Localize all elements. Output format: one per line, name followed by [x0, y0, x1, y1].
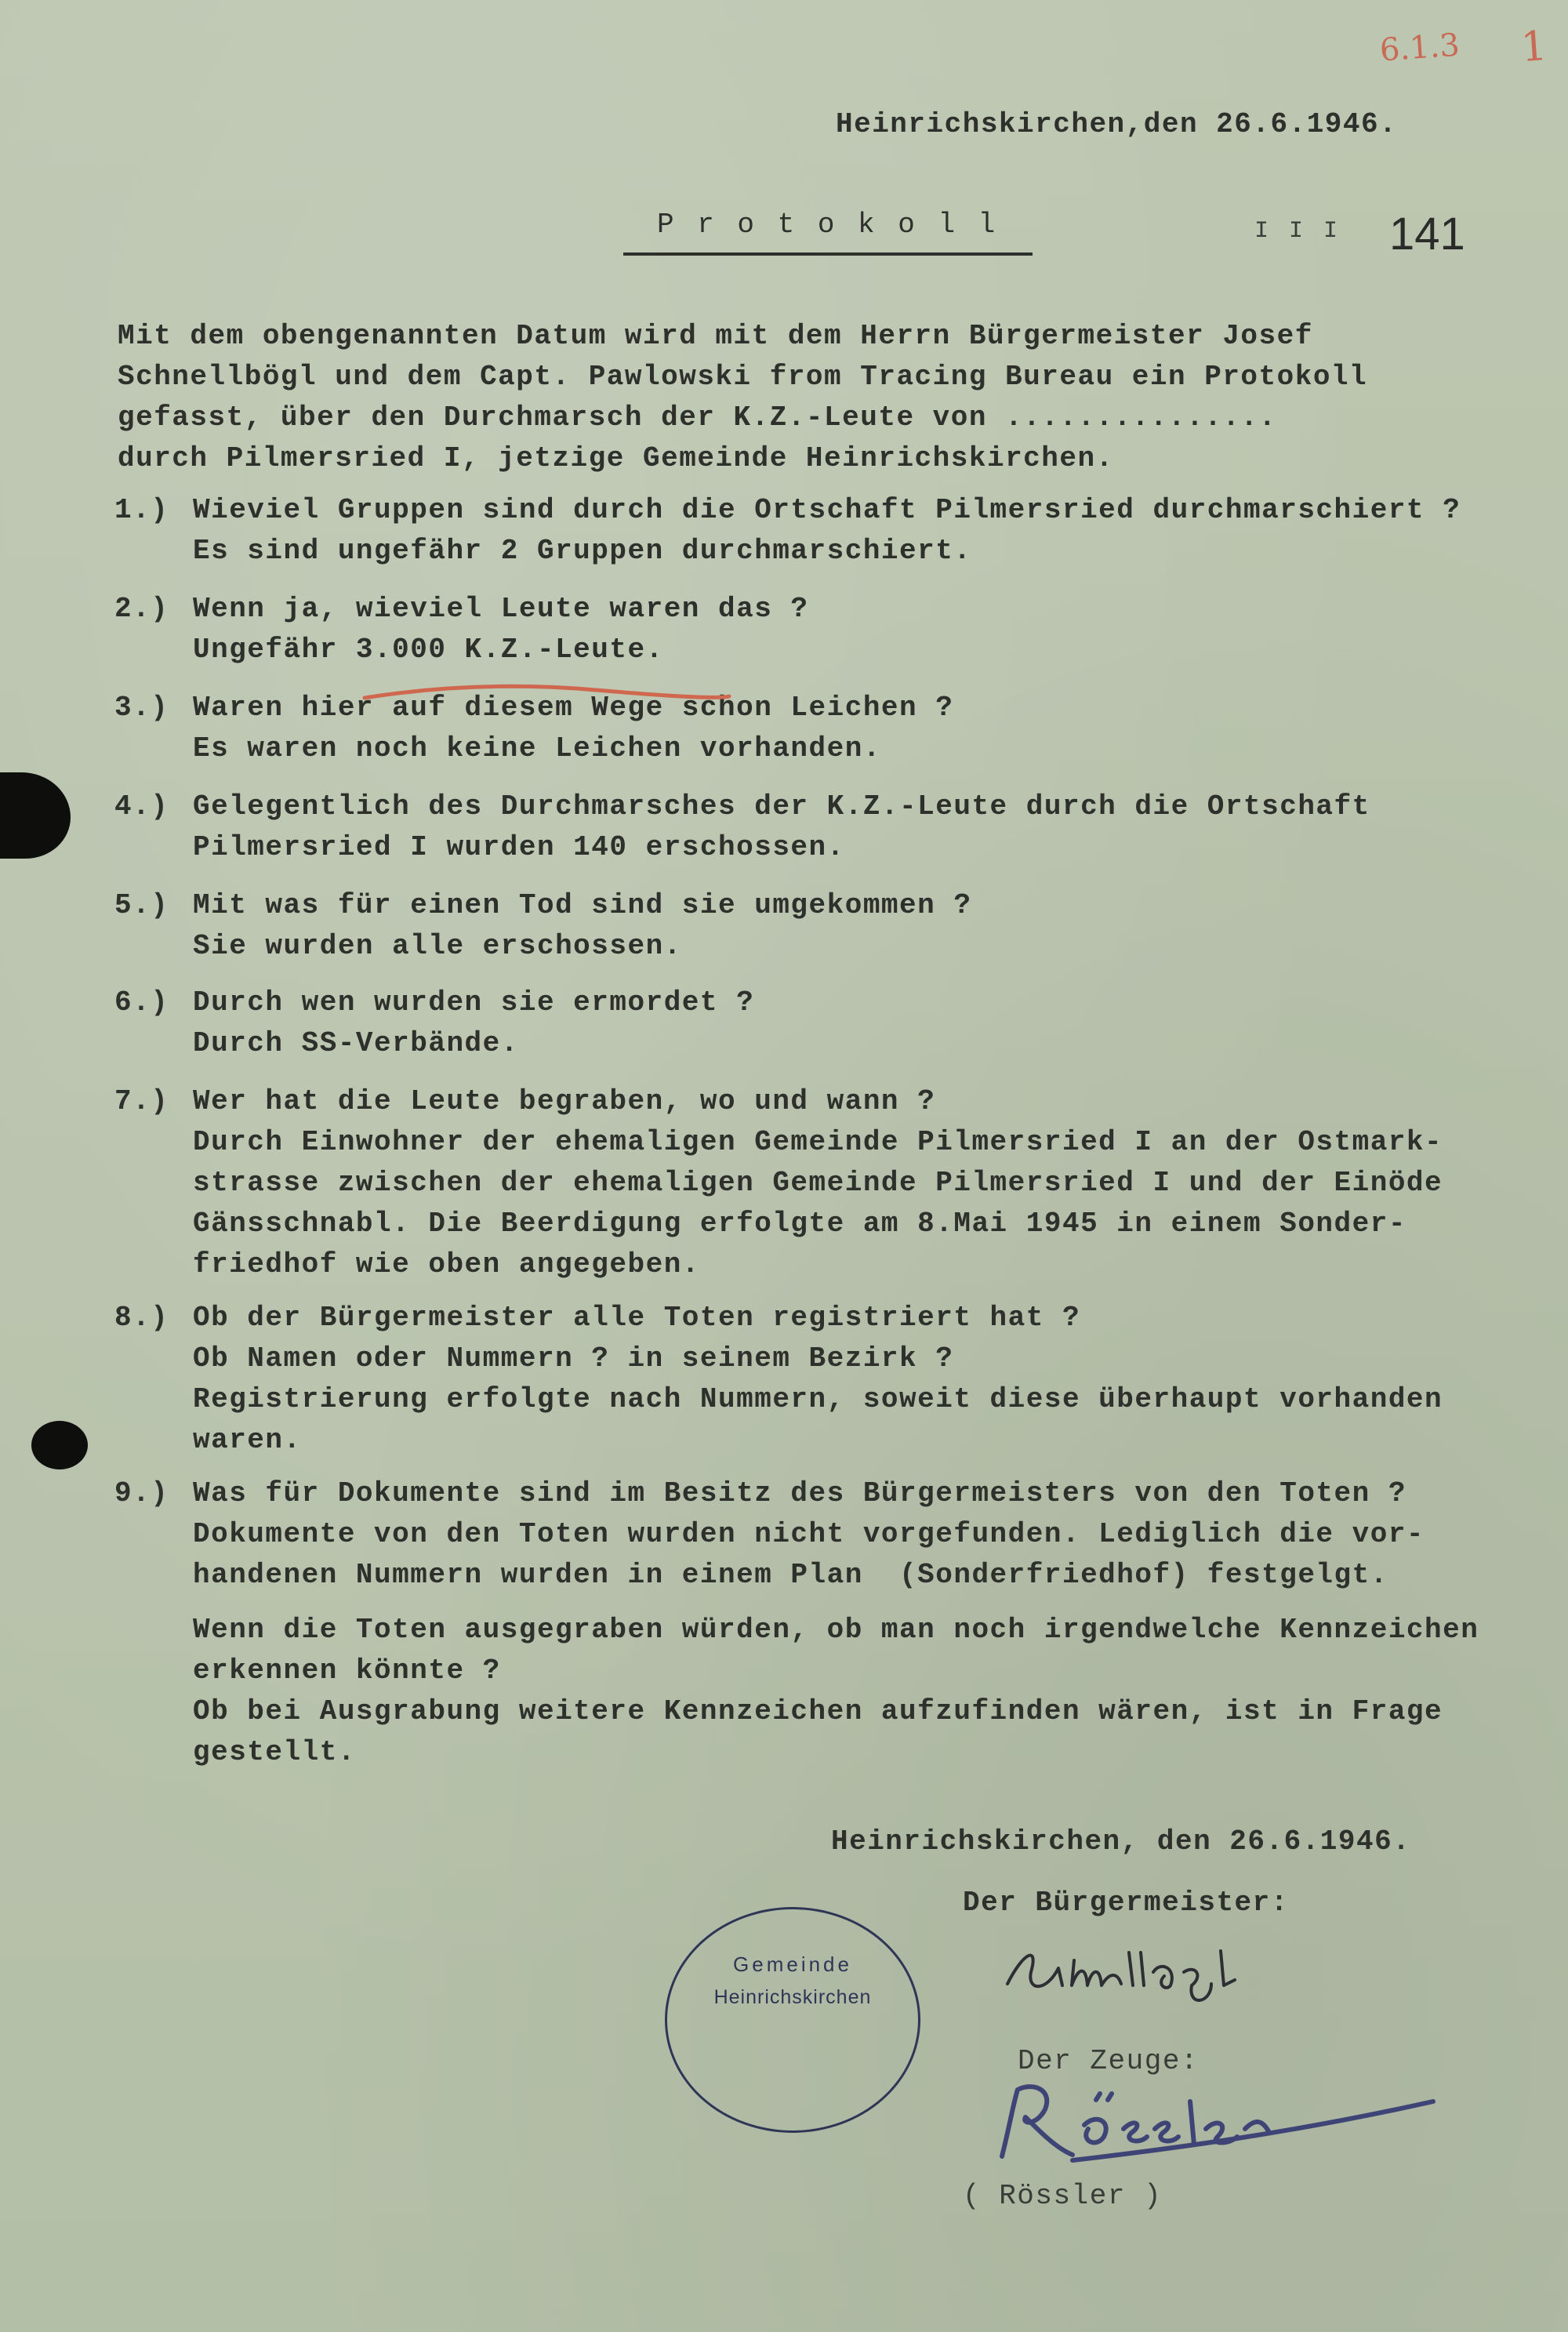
question-9-number: 9.): [114, 1477, 169, 1509]
archive-folder-mark: 1: [1519, 22, 1549, 72]
question-3-answer: Es waren noch keine Leichen vorhanden.: [193, 732, 881, 765]
question-8-number: 8.): [114, 1302, 169, 1334]
question-6-text: Durch wen wurden sie ermordet ?: [193, 986, 755, 1019]
question-9-text: Was für Dokumente sind im Besitz des Bürgermeisters von den Toten ?: [193, 1477, 1406, 1509]
stamp-line-1: Gemeinde: [733, 1952, 852, 1976]
question-5-answer: Sie wurden alle erschossen.: [193, 930, 682, 962]
intro-line-1: Mit dem obengenannten Datum wird mit dem Herrn Bürgermeister Josef: [118, 320, 1313, 352]
witness-label: Der Zeuge:: [1018, 2045, 1200, 2077]
question-7-answer-line-2: strasse zwischen der ehemaligen Gemeinde Pilmersried I und der Einöde: [193, 1167, 1443, 1199]
stamp-line-2: Heinrichskirchen: [713, 1986, 872, 2008]
question-8-subquestion: Ob Namen oder Nummern ? in seinem Bezirk ?: [193, 1342, 954, 1375]
mayor-signature: [1000, 1937, 1282, 2007]
witness-name: ( Rössler ): [963, 2180, 1163, 2212]
question-7-answer-line-3: Gänsschnabl. Die Beerdigung erfolgte am 8.Mai 1945 in einem Sonder-: [193, 1208, 1406, 1240]
intro-line-3: gefasst, über den Durchmarsch der K.Z.-Leute von ...............: [118, 401, 1277, 434]
title-underline: [623, 252, 1033, 256]
question-6-answer: Durch SS-Verbände.: [193, 1027, 519, 1059]
footer-place-date: Heinrichskirchen, den 26.6.1946.: [831, 1825, 1411, 1858]
punch-hole-bottom: [31, 1421, 88, 1469]
question-2-text: Wenn ja, wieviel Leute waren das ?: [193, 593, 809, 625]
mayor-label: Der Bürgermeister:: [963, 1887, 1289, 1919]
question-8-answer-line-2: waren.: [193, 1424, 302, 1456]
question-9-answer-line-1: Dokumente von den Toten wurden nicht vorgefunden. Lediglich die vor-: [193, 1518, 1425, 1550]
question-2-number: 2.): [114, 593, 169, 625]
archive-pencil-mark: 6.1.3: [1378, 27, 1461, 69]
intro-line-2: Schnellbögl und dem Capt. Pawlowski from Tracing Bureau ein Protokoll: [118, 361, 1368, 393]
closing-line-2: erkennen könnte ?: [193, 1655, 501, 1687]
question-4-text: Gelegentlich des Durchmarsches der K.Z.-Leute durch die Ortschaft: [193, 790, 1370, 823]
closing-line-3: Ob bei Ausgrabung weitere Kennzeichen aufzufinden wären, ist in Frage: [193, 1695, 1443, 1727]
document-title: P r o t o k o l l: [657, 209, 999, 241]
question-7-answer-line-1: Durch Einwohner der ehemaligen Gemeinde Pilmersried I an der Ostmark-: [193, 1126, 1443, 1158]
question-4-number: 4.): [114, 790, 169, 823]
question-3-text: Waren hier auf diesem Wege schon Leichen ?: [193, 692, 954, 724]
question-5-text: Mit was für einen Tod sind sie umgekommen ?: [193, 889, 972, 921]
question-7-number: 7.): [114, 1085, 169, 1117]
intro-line-4: durch Pilmersried I, jetzige Gemeinde Heinrichskirchen.: [118, 442, 1114, 474]
pencil-underline-mark: [361, 676, 737, 707]
archive-page-number: 141: [1389, 209, 1465, 260]
archive-stamp-prefix: I I I: [1254, 218, 1341, 245]
question-6-number: 6.): [114, 986, 169, 1019]
question-1-text: Wieviel Gruppen sind durch die Ortschaft Pilmersried durchmarschiert ?: [193, 494, 1461, 526]
header-place-date: Heinrichskirchen,den 26.6.1946.: [836, 108, 1398, 140]
question-1-number: 1.): [114, 494, 169, 526]
question-7-answer-line-4: friedhof wie oben angegeben.: [193, 1248, 700, 1280]
witness-signature: [978, 2070, 1449, 2172]
municipal-stamp: [665, 1907, 920, 2133]
closing-line-4: gestellt.: [193, 1736, 356, 1768]
question-5-number: 5.): [114, 889, 169, 921]
punch-hole-top: [0, 772, 71, 859]
closing-line-1: Wenn die Toten ausgegraben würden, ob man noch irgendwelche Kennzeichen: [193, 1614, 1479, 1646]
question-1-answer: Es sind ungefähr 2 Gruppen durchmarschiert.: [193, 535, 972, 567]
question-8-text: Ob der Bürgermeister alle Toten registriert hat ?: [193, 1302, 1081, 1334]
question-9-answer-line-2: handenen Nummern wurden in einem Plan (Sonderfriedhof) festgelgt.: [193, 1559, 1388, 1591]
question-8-answer-line-1: Registrierung erfolgte nach Nummern, soweit diese überhaupt vorhanden: [193, 1383, 1443, 1415]
question-4-answer: Pilmersried I wurden 140 erschossen.: [193, 831, 845, 863]
question-7-text: Wer hat die Leute begraben, wo und wann ?: [193, 1085, 936, 1117]
question-2-answer: Ungefähr 3.000 K.Z.-Leute.: [193, 634, 664, 666]
question-3-number: 3.): [114, 692, 169, 724]
